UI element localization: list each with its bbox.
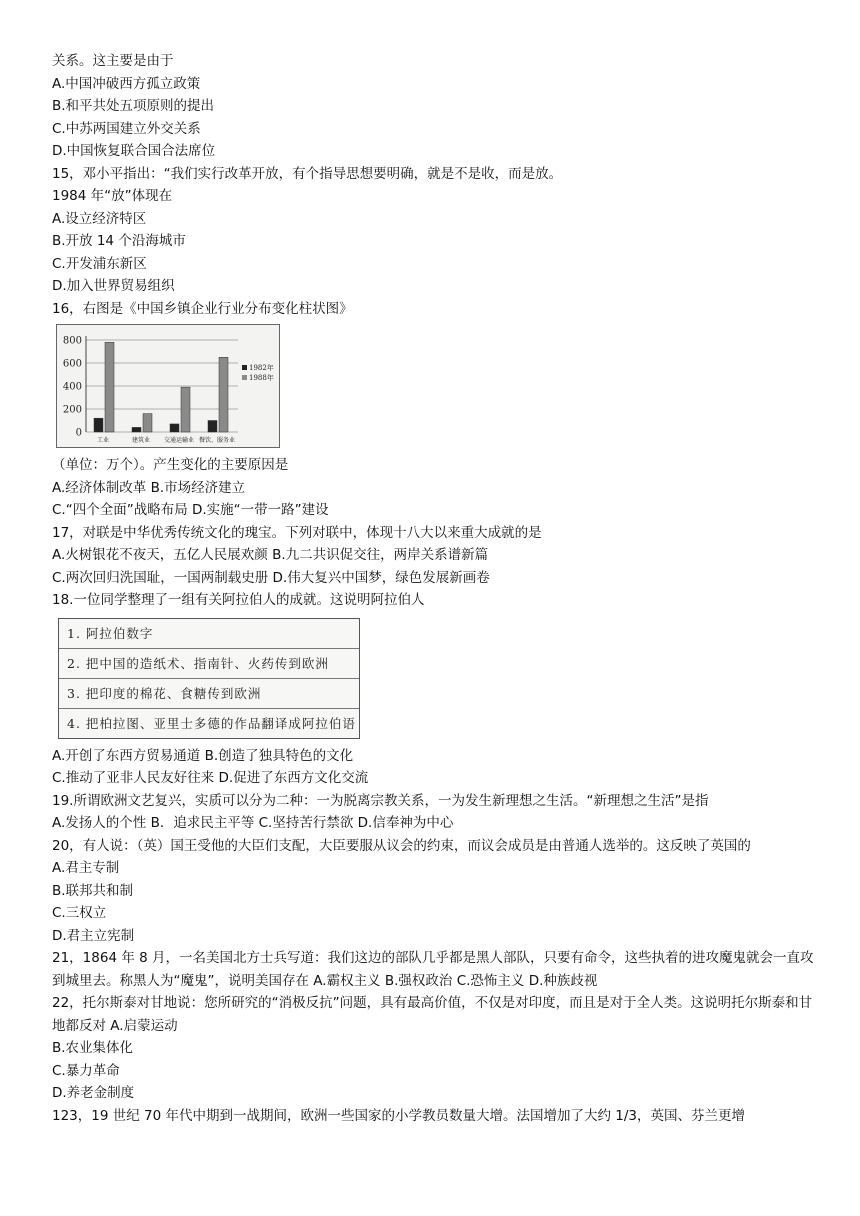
question-lines-mid [52,454,822,612]
legend-label: 1988年 [249,374,274,382]
bar-1-1 [143,414,152,432]
text-line: 17，对联是中华优秀传统文化的瑰宝。下列对联中，体现十八大以来重大成就的是 [52,524,542,541]
y-tick-label: 0 [75,427,82,439]
text-line: C.三权立 [52,905,107,921]
township-enterprise-bar-chart [56,324,280,448]
achievement-row: 1. 阿拉伯数字 [59,619,359,649]
exam-page [52,50,822,1127]
x-tick-label: 工业 [96,437,110,444]
text-line: 123，19 世纪 70 年代中期到一战期间，欧洲一些国家的小学教员数量大增。法国增加了大约 1/3，英国、芬兰更增 [52,1107,746,1124]
arab-achievements-table [58,618,360,739]
question-21-stem: 21，1864 年 8 月，一名美国北方士兵写道：我们这边的部队几乎都是黑人部队，只要有命令，这些执着的进攻魔鬼就会一直攻到城里去。称黑人为“魔鬼”，说明美国存在 A.霸权主义 B.强权政治 C.恐怖主义 D.种族歧视 [52,950,814,989]
text-line: 18.一位同学整理了一组有关阿拉伯人的成就。这说明阿拉伯人 [52,592,425,608]
y-tick-label: 600 [62,358,82,370]
text-line: D.加入世界贸易组织 [52,278,175,294]
text-line: A.君主专制 [52,860,120,876]
x-tick-label: 餐饮、服务业 [198,437,236,444]
text-line: B.联邦共和制 [52,882,134,899]
text-line: C.两次回归洗国耻，一国两制载史册 D.伟大复兴中国梦，绿色发展新画卷 [52,569,490,586]
text-line: D.养老金制度 [52,1085,135,1101]
text-line: A.设立经济特区 [52,210,147,227]
achievement-row: 4. 把柏拉图、亚里士多德的作品翻译成阿拉伯语 [67,715,356,731]
text-line: 关系。这主要是由于 [52,53,174,69]
question-22-stem: 22，托尔斯泰对甘地说：您所研究的“消极反抗”问题，具有最高价值，不仅是对印度，而且是对于全人类。这说明托尔斯泰和甘地都反对 A.启蒙运动 [52,995,813,1034]
text-line: A.经济体制改革 B.市场经济建立 [52,479,246,496]
bar-0-0 [94,418,103,432]
text-line: （单位：万个）。产生变化的主要原因是 [52,457,289,473]
text-line: C.推动了亚非人民友好往来 D.促进了东西方文化交流 [52,770,369,786]
text-line: C.中苏两国建立外交关系 [52,120,201,137]
bar-1-3 [219,357,228,432]
text-line: D.君主立宪制 [52,927,135,944]
achievement-row: 3. 把印度的棉花、食糖传到欧洲 [59,679,359,709]
bar-1-2 [181,387,190,432]
text-line: B.和平共处五项原则的提出 [52,98,215,114]
text-line: 19.所谓欧洲文艺复兴，实质可以分为二种：一为脱离宗教关系，一为发生新理想之生活。“新理想之生活”是指 [52,792,709,809]
legend-label: 1982年 [249,364,274,372]
bar-0-3 [208,421,217,433]
achievement-row: 2. 把中国的造纸术、指南针、火药传到欧洲 [59,649,359,679]
text-line: B.开放 14 个沿海城市 [52,233,186,249]
y-tick-label: 800 [62,335,82,347]
question-lines-top [52,50,822,320]
question-20-options [52,857,822,947]
text-line: A.发扬人的个性 B．追求民主平等 C.坚持苦行禁欲 D.信奉神为中心 [52,815,454,831]
bar-chart-figure [56,324,822,452]
text-line: C.暴力革命 [52,1062,120,1079]
text-line: 16，右图是《中国乡镇企业行业分布变化柱状图》 [52,300,353,317]
bar-1-0 [105,342,114,432]
x-tick-label: 建筑业 [131,437,151,444]
bar-0-2 [170,424,179,432]
text-line: 15，邓小平指出：“我们实行改革开放，有个指导思想要明确，就是不是收，而是放。 [52,165,563,182]
text-line: A.开创了东西方贸易通道 B.创造了独具特色的文化 [52,747,354,764]
question-22-options [52,1037,822,1127]
text-line: A.火树银花不夜天，五亿人民展欢颜 B.九二共识促交往，两岸关系谱新篇 [52,547,489,563]
text-line: 1984 年“放”体现在 [52,188,173,204]
text-line: C.“四个全面”战略布局 D.实施“一带一路”建设 [52,502,329,518]
text-line: A.中国冲破西方孤立政策 [52,75,201,92]
legend-swatch [242,365,247,370]
legend-swatch [242,375,247,380]
question-lines-bottom [52,745,822,835]
y-tick-label: 200 [62,404,82,416]
text-line: D.中国恢复联合国合法席位 [52,143,216,159]
text-line: B.农业集体化 [52,1040,134,1056]
question-20-stem: 20，有人说：（英）国王受他的大臣们支配，大臣要服从议会的约束，而议会成员是由普通人选举的。这反映了英国的 [52,837,751,854]
bar-0-1 [132,427,141,432]
x-tick-label: 交通运输业 [163,437,195,444]
text-line: C.开发浦东新区 [52,255,147,272]
y-tick-label: 400 [62,381,82,393]
